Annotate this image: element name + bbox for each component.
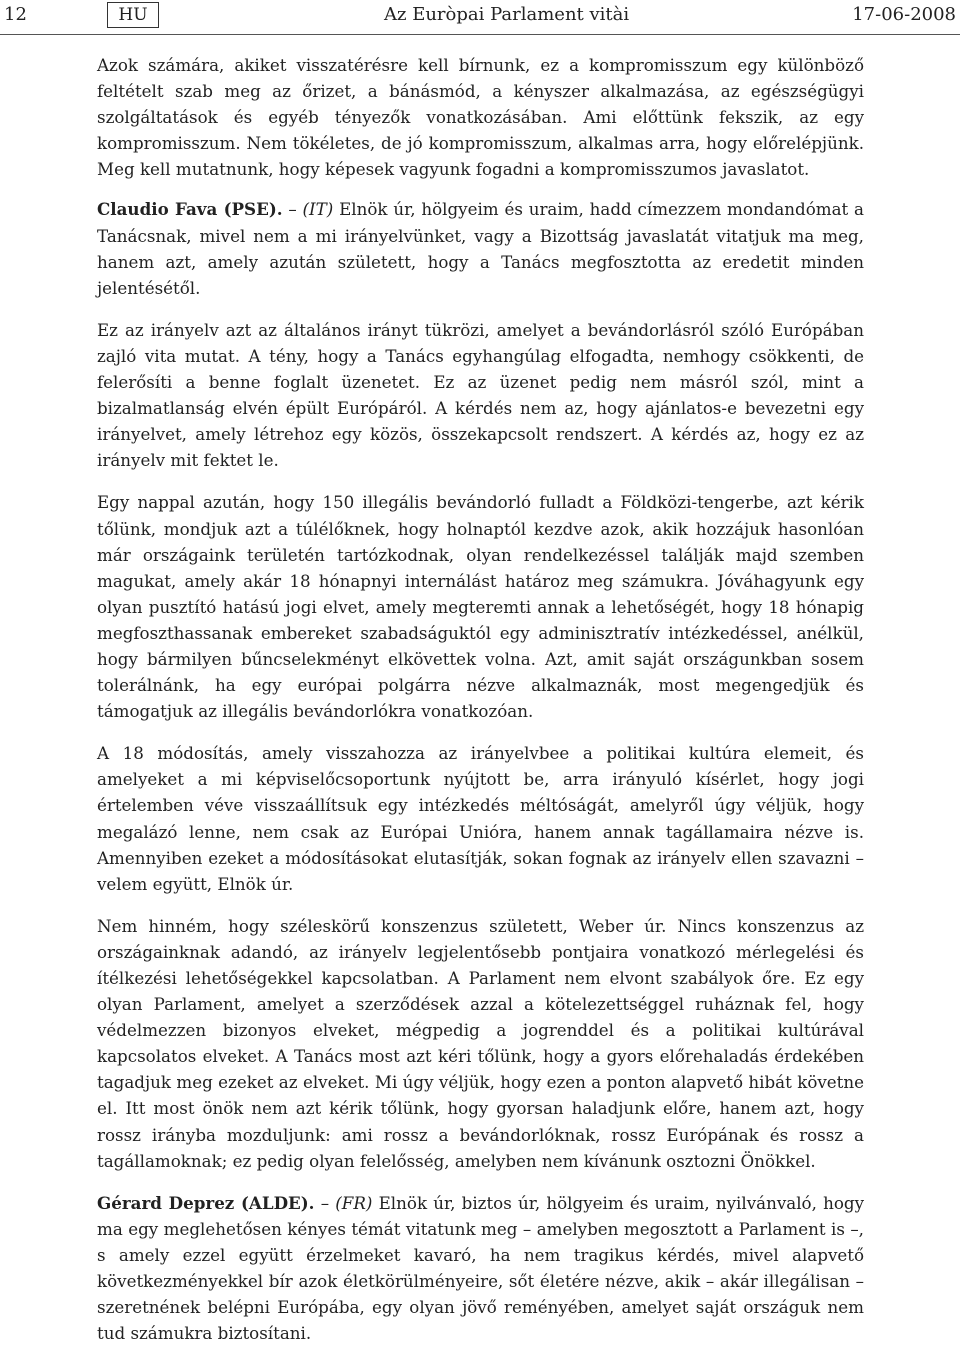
speech-dash: – — [282, 199, 303, 220]
paragraph-text: Nem hinném, hogy széleskörű konszenzus született, Weber úr. Nincs konszenzus az országainknak adandó, az irányelv legjelentősebb pontjaira vonatkozó mérlegelési és ítélkezési lehetőségekkel kapcsolatban. A Parlament nem elvont szabályok őre. Ez egy olyan Parlament, amelyet a szerződések azzal a kötelezettséggel ruháznak fel, hogy védelmezzen bizonyos elveket, mégpedig a jogrenddel és a politikai kultúrával kapcsolatos elveket. A Tanács most azt kéri tőlünk, hogy a gyors előrehaladás érdekében tagadjuk meg ezeket az elveket. Mi úgy véljük, hogy ezen a ponton alapvető hibát követne el. Itt most önök nem azt kérik tőlünk, hogy gyorsan haladjunk előre, hanem azt, hogy rossz irányba mozduljunk: ami rossz a bevándorlóknak, rossz Európának és rossz a tagállamoknak; ez pedig olyan felelősség, amelyben nem kívánunk osztozni Önökkel. — [97, 915, 864, 1171]
document-title: Az Euròpai Parlament vitài — [384, 4, 630, 25]
speech-dash: – — [314, 1192, 336, 1213]
paragraph — [97, 1190, 864, 1347]
paragraph-text: Egy nappal azután, hogy 150 illegális bevándorló fulladt a Földközi-tengerbe, azt kérik tőlünk, mondjuk azt a túlélőknek, hogy holnaptól kezdve azok, akik hozzájuk hasonlóan már országaink területén tartózkodnak, olyan rendelkezéssel találják majd szemben magukat, amely akár 18 hónapnyi internálást határoz meg számukra. Jóváhagyunk egy olyan pusztító hatású jogi elvet, amely megteremti annak a lehetőségét, hogy 18 hónapig megfoszthassanak embereket szabadságuktól egy adminisztratív intézkedéssel, anélkül, hogy bármilyen bűncselekményt elkövettek volna. Azt, amit saját országunkban sosem tolerálnánk, ha egy európai polgárra nézve alkalmaznák, most megengedjük és támogatjuk az illegális bevándorlókra vonatkozóan. — [97, 492, 864, 722]
paragraph-text: Elnök úr, biztos úr, hölgyeim és uraim, nyilvánvaló, hogy ma egy meglehetősen kényes témát vitatunk meg – amelyben megosztott a Parlament is –, s amely ezzel együtt érzelmeket kavaró, ha nem tragikus kérdés, mivel alapvető következményekkel bír azok életkörülményeire, sőt életére nézve, akik – akár illegálisan – szeretnének belépni Európába, egy olyan jövő reményében, amelyet saját országuk nem tud számukra biztosítani. — [97, 1192, 865, 1344]
paragraph — [97, 196, 864, 300]
paragraph-text: Azok számára, akiket visszatérésre kell bírnunk, ez a kompromisszum egy különböző feltételt szab meg az őrizet, a bánásmód, a kényszer alkalmazása, az egészségügyi szolgáltatások és egyéb tényezők vonatkozásában. Ami előttünk fekszik, az egy kompromisszum. Nem tökéletes, de jó kompromisszum, alkalmas arra, hogy előrelépjünk. Meg kell mutatnunk, hogy képesek vagyunk fogadni a kompromisszumos javaslatot. — [97, 55, 864, 180]
speech-language: (FR) — [335, 1192, 373, 1213]
speaker-name: Gérard Deprez (ALDE). — [97, 1192, 315, 1213]
speech-language: (IT) — [302, 199, 334, 220]
document-body — [97, 52, 864, 1362]
paragraph-text: Elnök úr, hölgyeim és uraim, hadd címezzem mondandómat a Tanácsnak, mivel nem a mi irányelvünket, vagy a Bizottság javaslatát vitatjuk ma meg, hanem azt, amely azután született, hogy a Tanács megfosztotta az eredetit minden jelentésétől. — [97, 199, 864, 298]
page-number: 12 — [4, 4, 27, 25]
speaker-name: Claudio Fava (PSE). — [97, 199, 283, 220]
paragraph — [97, 913, 864, 1174]
paragraph-text: A 18 módosítás, amely visszahozza az irányelvbee a politikai kultúra elemeit, és amelyeket a mi képviselőcsoportunk nyújtott be, arra irányuló kísérlet, hogy jogi értelemben véve visszaállítsuk egy intézkedés méltóságát, amelyről úgy véljük, hogy megalázó lenne, nem csak az Európai Unióra, hanem annak tagállamaira nézve is. Amennyiben ezeket a módosításokat elutasítják, sokan fognak az irányelv ellen szavazni – velem együtt, Elnök úr. — [97, 743, 864, 894]
paragraph — [97, 489, 864, 724]
paragraph — [97, 740, 864, 897]
paragraph — [97, 52, 864, 182]
language-badge: HU — [107, 2, 159, 28]
paragraph — [97, 317, 864, 474]
page-header — [0, 0, 960, 35]
paragraph-text: Ez az irányelv azt az általános irányt tükrözi, amelyet a bevándorlásról szóló Európában zajló vita mutat. A tény, hogy a Tanács egyhangúlag elfogadta, nemhogy csökkenti, de felerősíti a benne foglalt üzenetet. Ez az üzenet pedig nem másról szól, mint a bizalmatlanság elvén épült Európáról. A kérdés nem az, hogy ajánlatos-e bevezetni egy irányelvet, amely létrehoz egy közös, összekapcsolt rendszert. A kérdés az, hogy ez az irányelv mit fektet le. — [97, 319, 864, 471]
document-date: 17-06-2008 — [852, 4, 956, 25]
